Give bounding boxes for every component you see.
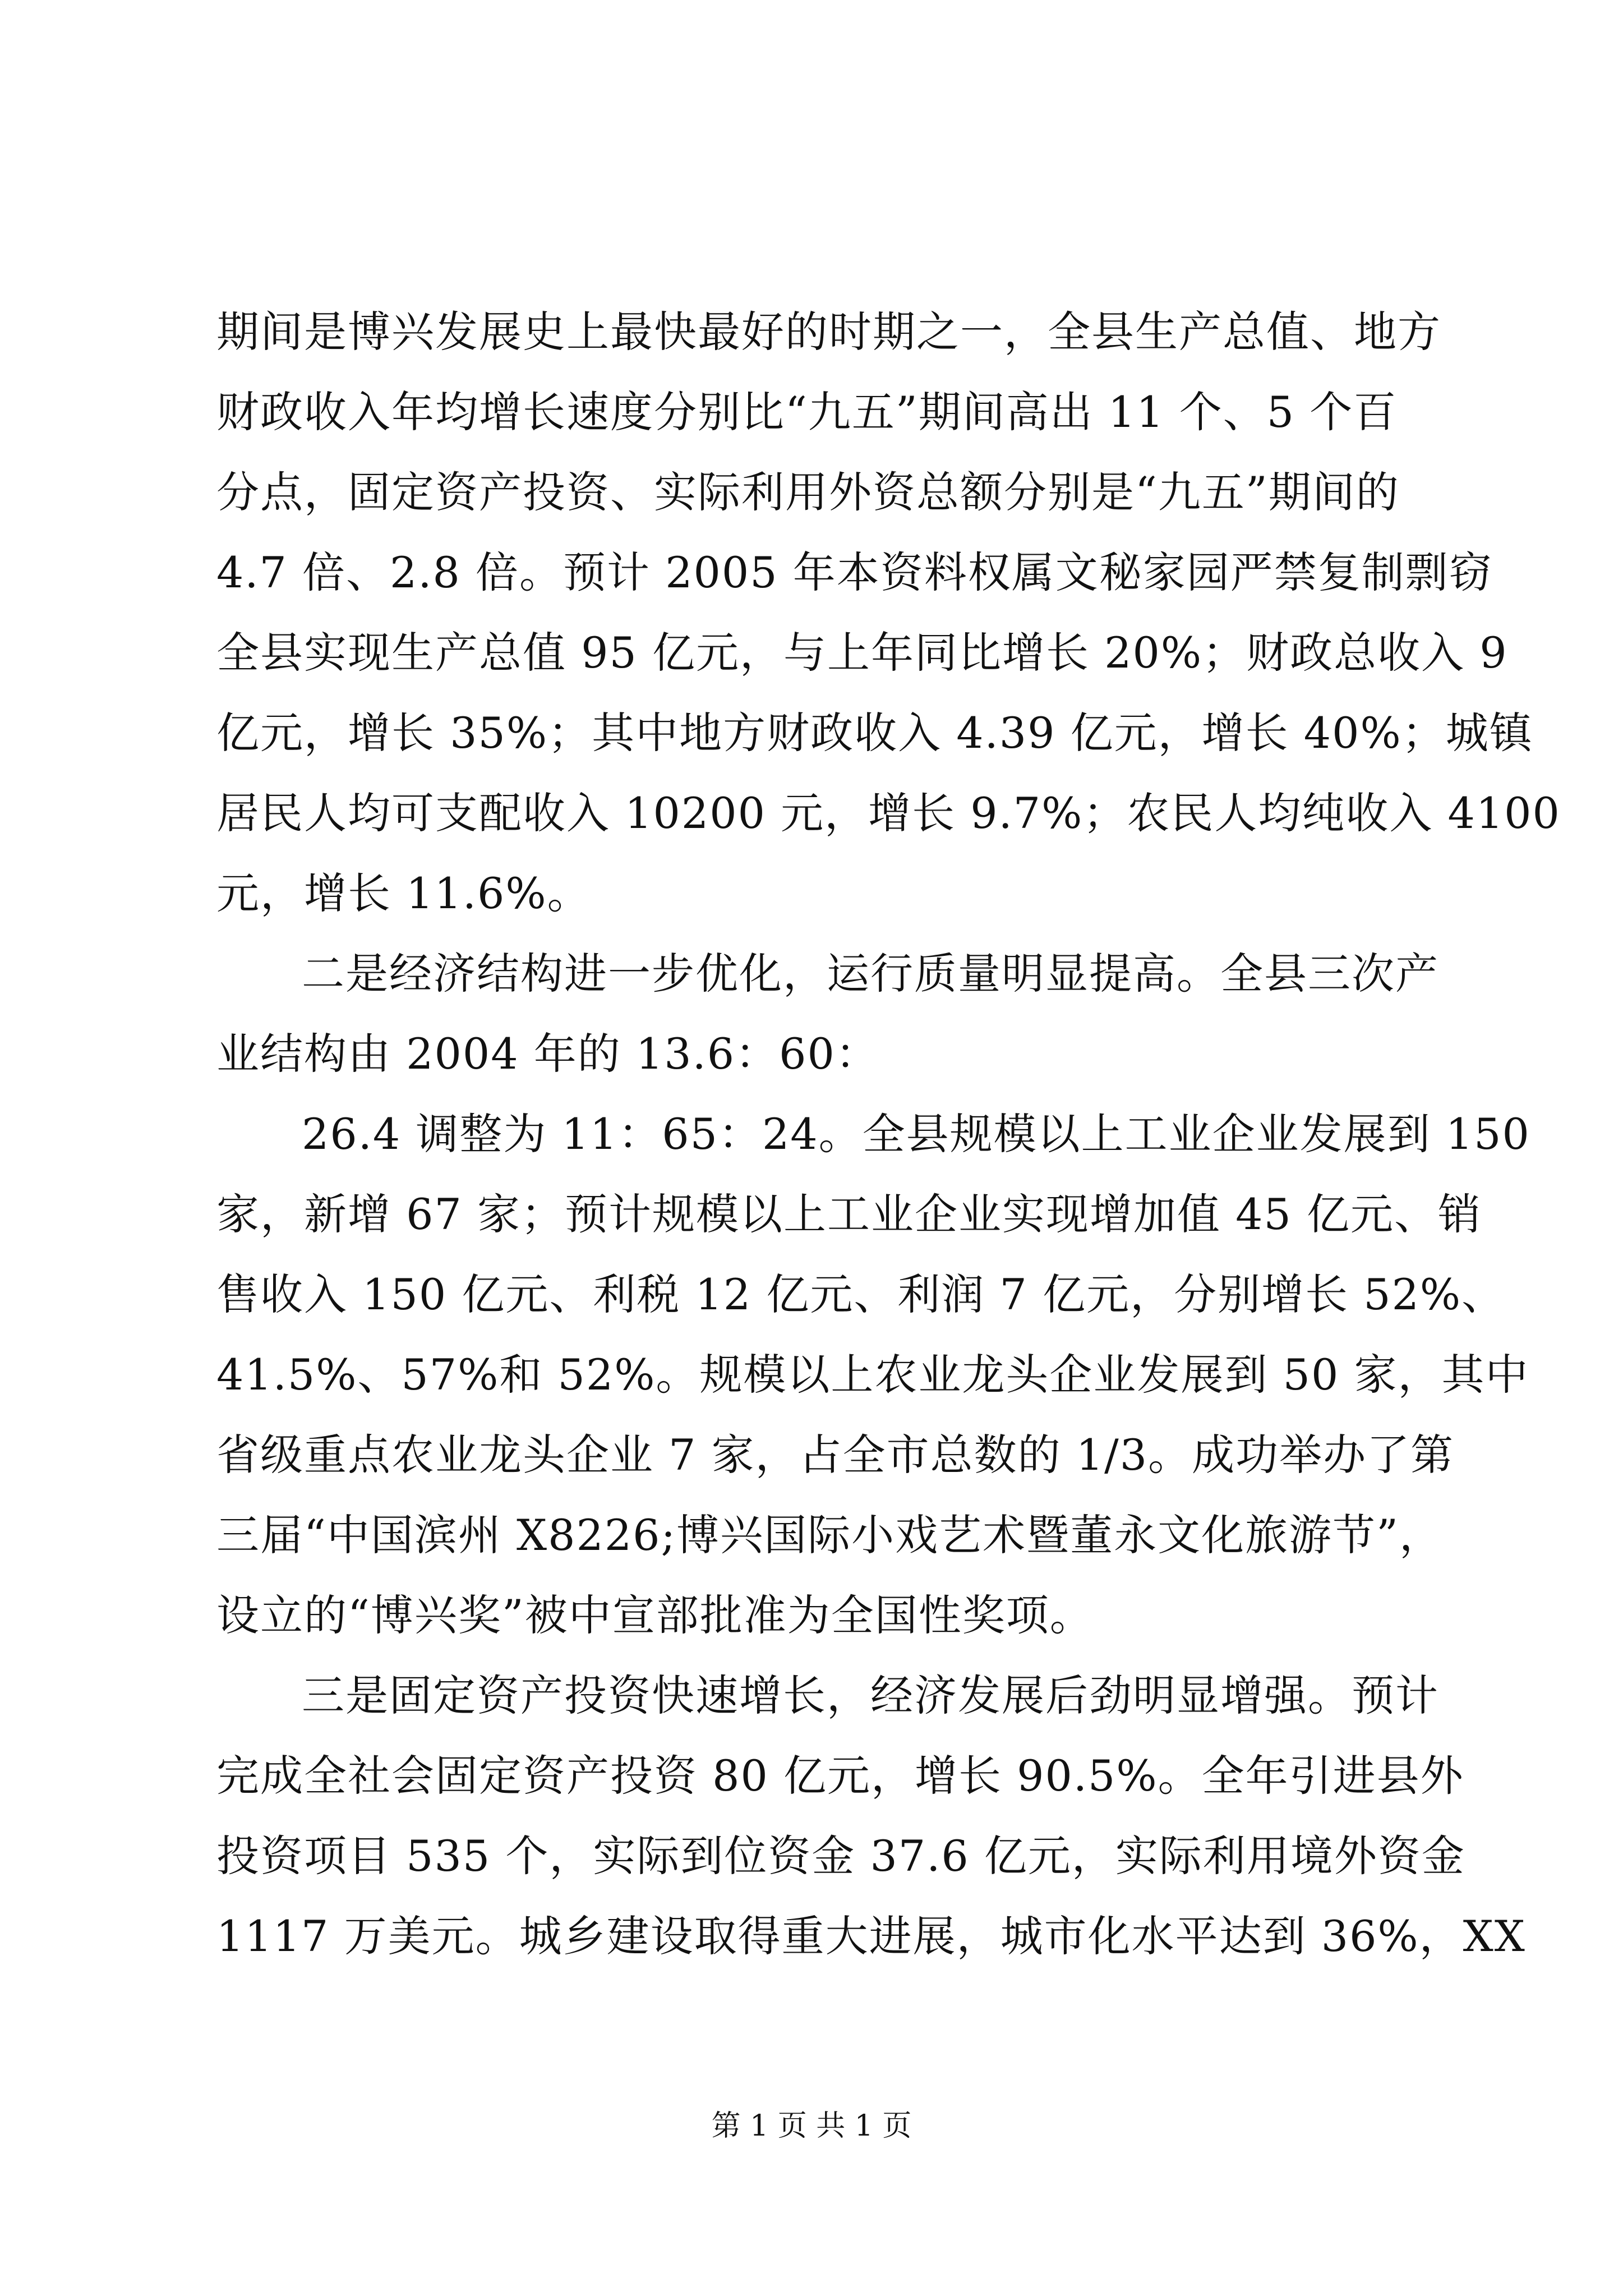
paragraph-start-line: 三是固定资产投资快速增长，经济发展后劲明显增强。预计 xyxy=(302,1671,1439,1720)
text-line: 售收入 150 亿元、利税 12 亿元、利润 7 亿元，分别增长 52%、 xyxy=(216,1269,1506,1319)
text-line: 亿元，增长 35%；其中地方财政收入 4.39 亿元，增长 40%；城镇 xyxy=(216,708,1533,758)
document-body xyxy=(216,292,1561,1976)
text-line: 1117 万美元。城乡建设取得重大进展，城市化水平达到 36%，XX xyxy=(216,1911,1526,1961)
text-line: 省级重点农业龙头企业 7 家，占全市总数的 1/3。成功举办了第 xyxy=(216,1430,1455,1480)
text-line: 4.7 倍、2.8 倍。预计 2005 年本资料权属文秘家园严禁复制剽窃 xyxy=(216,547,1493,597)
text-line: 分点，固定资产投资、实际利用外资总额分别是“九五”期间的 xyxy=(216,467,1400,517)
page-footer: 第 1 页 共 1 页 xyxy=(711,2109,912,2143)
text-line: 三届“中国滨州 X8226;博兴国际小戏艺术暨董永文化旅游节”， xyxy=(216,1510,1443,1560)
paragraph-start-line: 26.4 调整为 11：65：24。全县规模以上工业企业发展到 150 xyxy=(302,1109,1530,1159)
text-line: 家，新增 67 家；预计规模以上工业企业实现增加值 45 亿元、销 xyxy=(216,1189,1482,1239)
paragraph-start-line: 二是经济结构进一步优化，运行质量明显提高。全县三次产 xyxy=(302,949,1439,999)
text-line: 业结构由 2004 年的 13.6：60： xyxy=(216,1029,879,1079)
text-line: 完成全社会固定资产投资 80 亿元，增长 90.5%。全年引进县外 xyxy=(216,1751,1464,1801)
text-line: 41.5%、57%和 52%。规模以上农业龙头企业发展到 50 家，其中 xyxy=(216,1350,1529,1400)
text-line: 居民人均可支配收入 10200 元，增长 9.7%；农民人均纯收入 4100 xyxy=(216,788,1561,838)
text-line: 投资项目 535 个，实际到位资金 37.6 亿元，实际利用境外资金 xyxy=(216,1831,1465,1881)
text-line: 期间是博兴发展史上最快最好的时期之一，全县生产总值、地方 xyxy=(216,307,1441,357)
text-line: 元，增长 11.6%。 xyxy=(216,868,591,918)
text-line: 财政收入年均增长速度分别比“九五”期间高出 11 个、5 个百 xyxy=(216,387,1398,437)
text-line: 全县实现生产总值 95 亿元，与上年同比增长 20%；财政总收入 9 xyxy=(216,628,1508,678)
text-line: 设立的“博兴奖”被中宣部批准为全国性奖项。 xyxy=(216,1590,1094,1640)
